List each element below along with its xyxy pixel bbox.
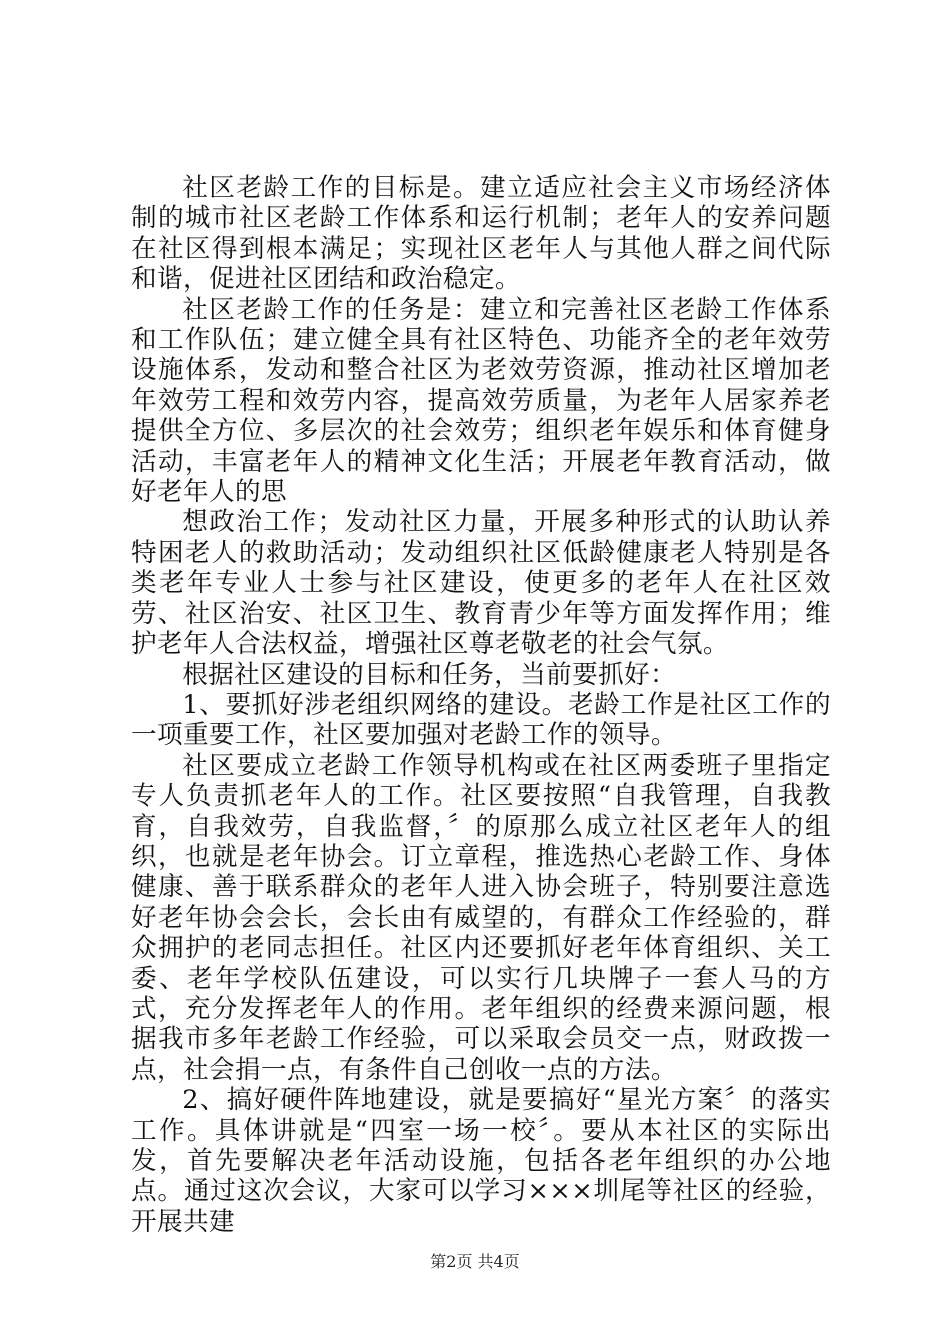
page-footer: 第2页 共4页 <box>430 1252 520 1271</box>
paragraph-priorities-intro: 根据社区建设的目标和任务，当前要抓好： <box>182 659 677 690</box>
paragraph-tasks: 社区老龄工作的任务是：建立和完善社区老龄工作体系和工作队伍；建立健全具有社区特色、功能齐全的老年效劳设施体系，发动和整合社区为老效劳资源，推动社区增加老年效劳工程和效劳内容，提高效劳质量，为老年人居家养老提供全方位、多层次的社会效劳；组织老年娱乐和体育健身活动，丰富老年人的精神文化生活；开展老年教育活动，做好老年人的思 <box>131 294 831 508</box>
paragraph-item-2: 2、搞好硬件阵地建设，就是要搞好“星光方案〞的落实工作。具体讲就是“四室一场一校〞。要从本社区的实际出发，首先要解决老年活动设施，包括各老年组织的办公地点。通过这次会议，大家可以学习×××圳尾等社区的经验，开展共建 <box>131 1085 831 1237</box>
paragraph-tasks-continued: 想政治工作；发动社区力量，开展多种形式的认助认养特困老人的救助活动；发动组织社区低龄健康老人特别是各类老年专业人士参与社区建设，使更多的老年人在社区效劳、社区治安、社区卫生、教育青少年等方面发挥作用；维护老年人合法权益，增强社区尊老敬老的社会气氛。 <box>131 507 831 660</box>
paragraph-item-1: 1、要抓好涉老组织网络的建设。老龄工作是社区工作的一项重要工作，社区要加强对老龄工作的领导。 <box>131 689 831 751</box>
paragraph-goal: 社区老龄工作的目标是。建立适应社会主义市场经济体制的城市社区老龄工作体系和运行机制；老年人的安养问题在社区得到根本满足；实现社区老年人与其他人群之间代际和谐，促进社区团结和政治稳定。 <box>131 173 831 295</box>
document-body <box>131 173 831 1237</box>
paragraph-organization: 社区要成立老龄工作领导机构或在社区两委班子里指定专人负责抓老年人的工作。社区要按照“自我管理，自我教育，自我效劳，自我监督，〞的原那么成立社区老年人的组织，也就是老年协会。订立章程，推选热心老龄工作、身体健康、善于联系群众的老年人进入协会班子，特别要注意选好老年协会会长，会长由有威望的，有群众工作经验的，群众拥护的老同志担任。社区内还要抓好老年体育组织、关工委、老年学校队伍建设，可以实行几块牌子一套人马的方式，充分发挥老年人的作用。老年组织的经费来源问题，根据我市多年老龄工作经验，可以采取会员交一点，财政拨一点，社会捐一点，有条件自己创收一点的方法。 <box>131 750 831 1085</box>
